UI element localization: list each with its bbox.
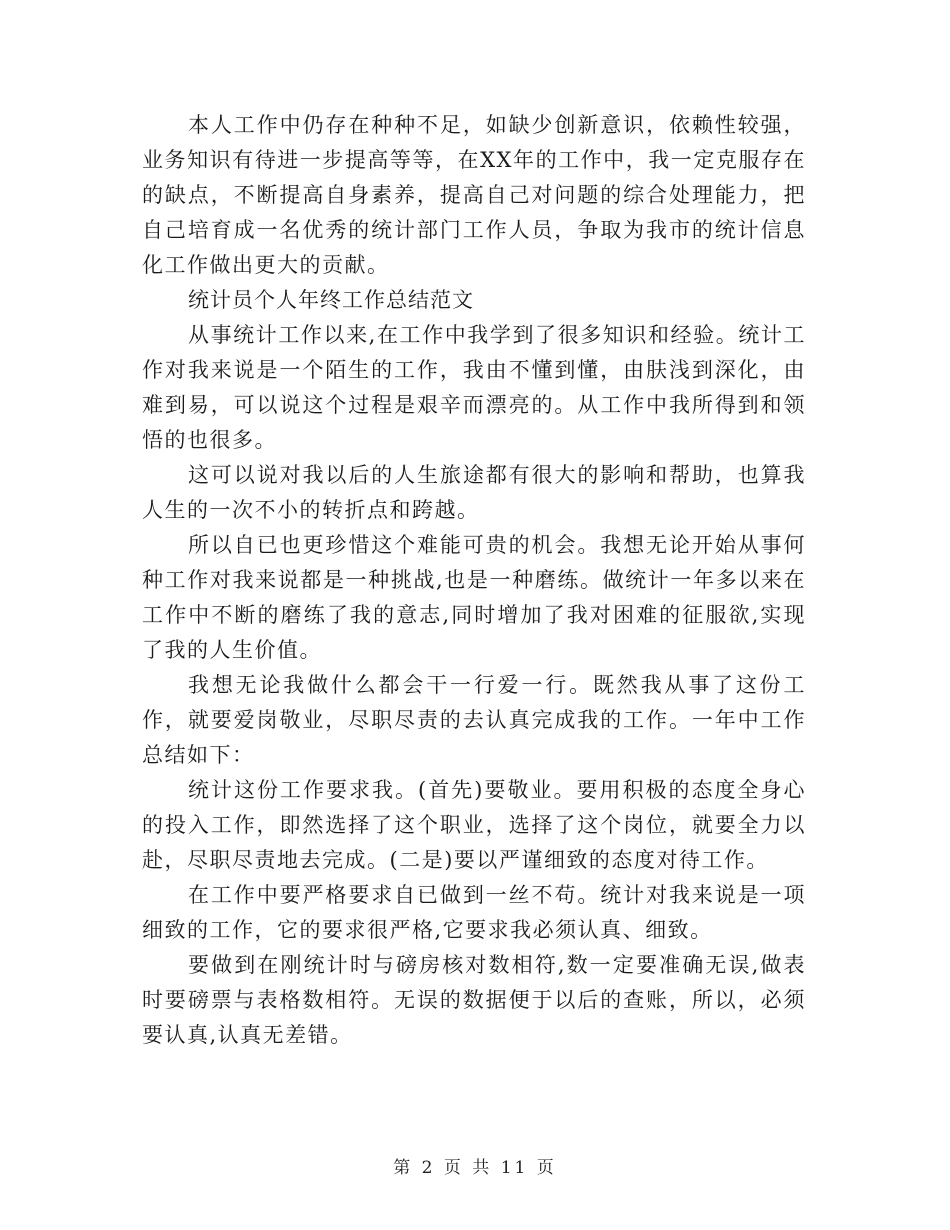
paragraph-influence: 这可以说对我以后的人生旅途都有很大的影响和帮助，也算我人生的一次不小的转折点和跨越。 <box>142 463 806 522</box>
document-body <box>142 108 806 1053</box>
paragraph-shortcomings: 本人工作中仍存在种种不足，如缺少创新意识，依赖性较强，业务知识有待进一步提高等等，在XX年的工作中，我一定克服存在的缺点，不断提高自身素养，提高自己对问题的综合处理能力，把自己培育成一名优秀的统计部门工作人员，争取为我市的统计信息化工作做出更大的贡献。 <box>142 113 806 277</box>
paragraph-dedication: 我想无论我做什么都会干一行爱一行。既然我从事了这份工作，就要爱岗敬业，尽职尽责的去认真完成我的工作。一年中工作总结如下： <box>142 673 806 767</box>
page-number-footer: 第 2 页 共 11 页 <box>393 1158 557 1178</box>
section-heading: 统计员个人年终工作总结范文 <box>188 288 474 312</box>
paragraph-opportunity: 所以自已也更珍惜这个难能可贵的机会。我想无论开始从事何种工作对我来说都是一种挑战,也是一种磨练。做统计一年多以来在工作中不断的磨练了我的意志,同时增加了我对困难的征服欲,实现了我的人生价值。 <box>142 533 806 662</box>
paragraph-strictness: 在工作中要严格要求自已做到一丝不苟。统计对我来说是一项细致的工作，它的要求很严格,它要求我必须认真、细致。 <box>142 883 806 942</box>
paragraph-experience: 从事统计工作以来,在工作中我学到了很多知识和经验。统计工作对我来说是一个陌生的工作，我由不懂到懂，由肤浅到深化，由难到易，可以说这个过程是艰辛而漂亮的。从工作中我所得到和领悟的也很多。 <box>142 323 806 452</box>
paragraph-accuracy: 要做到在刚统计时与磅房核对数相符,数一定要准确无误,做表时要磅票与表格数相符。无误的数据便于以后的查账，所以，必须要认真,认真无差错。 <box>142 953 806 1047</box>
paragraph-requirements: 统计这份工作要求我。(首先)要敬业。要用积极的态度全身心的投入工作，即然选择了这个职业，选择了这个岗位，就要全力以赴，尽职尽责地去完成。(二是)要以严谨细致的态度对待工作。 <box>142 778 806 872</box>
